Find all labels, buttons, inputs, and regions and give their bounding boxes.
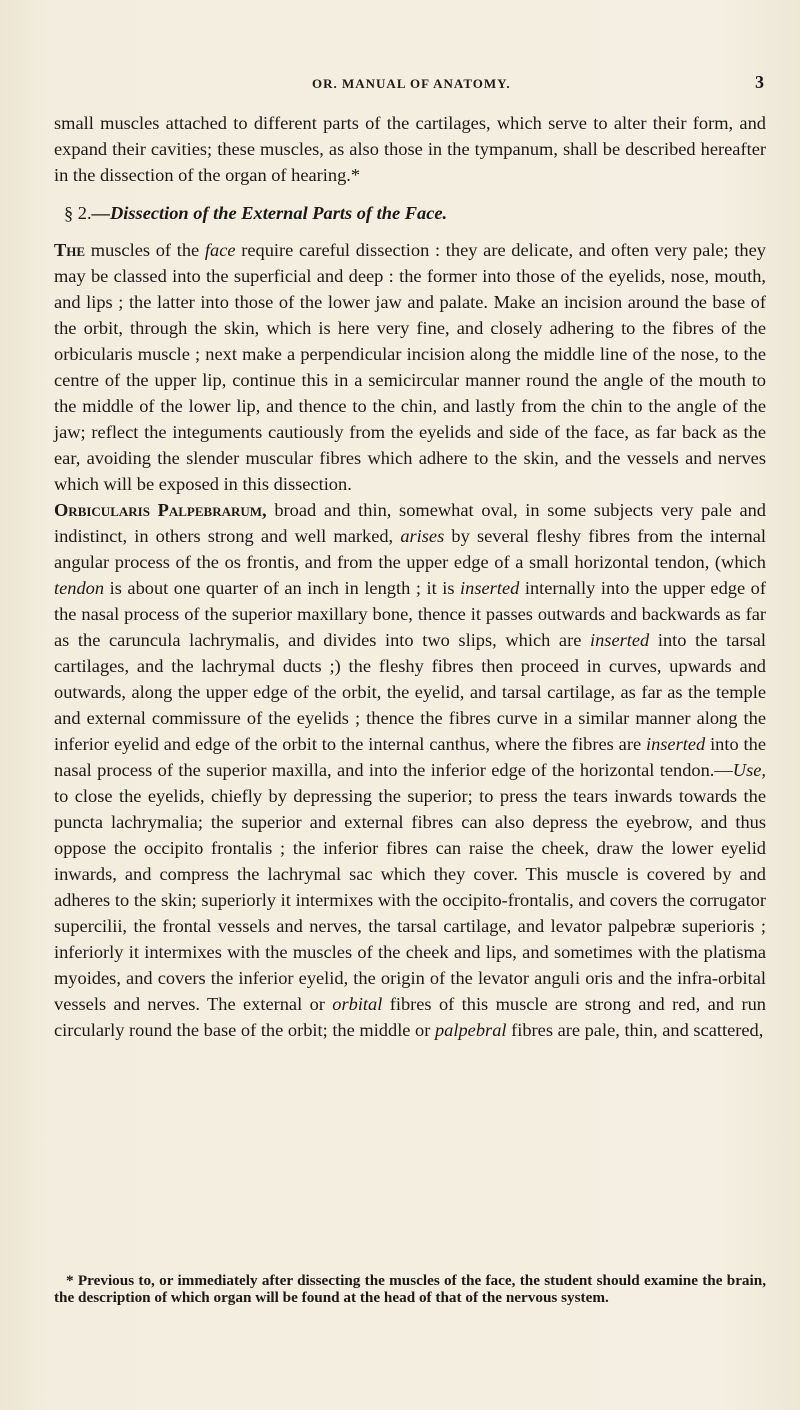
- text-run: require careful dissection : they are delicate, and often very pale; they may be classed into the superficial and deep : the former into those of the eyelids, nose, mouth, and lips ; the latter into those of the lower jaw and palate. Make an incision around the base of the orbit, through the skin, which is here very fine, and closely adhering to the fibres of the orbicularis muscle ; next make a perpendicular incision along the middle line of the nose, to the centre of the upper lip, continue this in a semicircular manner round the angle of the mouth to the middle of the lower lip, and thence to the chin, and lastly from the chin to the angle of the jaw; reflect the integuments cautiously from the eyelids and side of the face, as far back as the ear, avoiding the slender muscular fibres which adhere to the skin, and the vessels and nerves which will be exposed in this dissection.: [54, 240, 766, 494]
- section-number: § 2.: [64, 203, 92, 223]
- emphasis-inserted: inserted: [645, 734, 706, 754]
- text-run: fibres of this muscle are strong and red, and run circularly round the base of the orbit; the middle or: [54, 994, 766, 1040]
- emphasis-face: face: [204, 240, 236, 260]
- running-head: [0, 72, 800, 94]
- emphasis-inserted: inserted: [460, 578, 520, 598]
- text-run: into the nasal process of the superior maxilla, and into the inferior edge of the horizontal tendon.—: [54, 734, 766, 780]
- text-run: to close the eyelids, chiefly by depressing the superior; to press the tears inwards towards the puncta lachrymalia; the superior and external fibres can also depress the eyebrow, and thus oppose the occipito frontalis ; the inferior fibres can raise the cheek, draw the lower eyelid inwards, and compress the lachrymal sac which they cover. This muscle is covered by and adheres to the skin; superiorly it intermixes with the occipito-frontalis, and covers the corrugator supercilii, the frontal vessels and nerves, the tarsal cartilage, and levator palpebræ superioris ; inferiorly it intermixes with the muscles of the cheek and lips, and sometimes with the platisma myoides, and covers the inferior eyelid, the origin of the levator anguli oris and the infra-orbital vessels and nerves. The external or: [54, 786, 766, 1014]
- text-run: into the tarsal cartilages, and the lachrymal ducts ;) the fleshy fibres then proceed in curves, upwards and outwards, along the upper edge of the orbit, the eyelid, and tarsal cartilage, as far as the temple and external commissure of the eyelids ; thence the fibres curve in a similar manner along the inferior eyelid and edge of the orbit to the internal canthus, where the fibres are: [54, 630, 766, 754]
- lead-word: The: [54, 240, 86, 260]
- running-title: OR. MANUAL OF ANATOMY.: [312, 76, 511, 91]
- section-title: —Dissection of the External Parts of the Face.: [91, 203, 448, 223]
- emphasis-arises: arises: [400, 526, 445, 546]
- emphasis-use: Use,: [732, 760, 766, 780]
- footnote: [54, 1272, 766, 1306]
- paragraph-orbicularis: [54, 497, 766, 1043]
- emphasis-inserted: inserted: [590, 630, 650, 650]
- emphasis-palpebral: palpebral: [434, 1020, 507, 1040]
- section-heading: [54, 200, 766, 226]
- text-run: fibres are pale, thin, and scattered,: [506, 1020, 764, 1040]
- paragraph-intro: small muscles attached to different parts of the cartilages, which serve to alter their form, and expand their cavities; these muscles, as also those in the tympanum, shall be described hereafter in the dissection of the organ of hearing.*: [54, 113, 766, 185]
- text-run: internally into the upper edge of the nasal process of the superior maxillary bone, thence it passes outwards and backwards as far as the caruncula lachrymalis, and divides into two slips, which are: [54, 578, 766, 650]
- text-run: broad and thin, somewhat oval, in some subjects very pale and indistinct, in others strong and well marked,: [54, 500, 766, 546]
- footnote-text: * Previous to, or immediately after dissecting the muscles of the face, the student should examine the brain, the description of which organ will be found at the head of that of the nervous system.: [54, 1272, 766, 1306]
- emphasis-tendon: tendon: [54, 578, 105, 598]
- emphasis-orbital: orbital: [332, 994, 383, 1014]
- page-number: 3: [755, 72, 764, 92]
- text-run: is about one quarter of an inch in length ; it is: [104, 578, 461, 598]
- paragraph-face: [54, 237, 766, 497]
- body-text: [54, 110, 766, 1043]
- text-run: muscles of the: [85, 240, 205, 260]
- muscle-name: Orbicularis Palpebrarum,: [54, 500, 267, 520]
- text-run: by several fleshy fibres from the internal angular process of the os frontis, and from the upper edge of a small horizontal tendon, (which: [54, 526, 766, 572]
